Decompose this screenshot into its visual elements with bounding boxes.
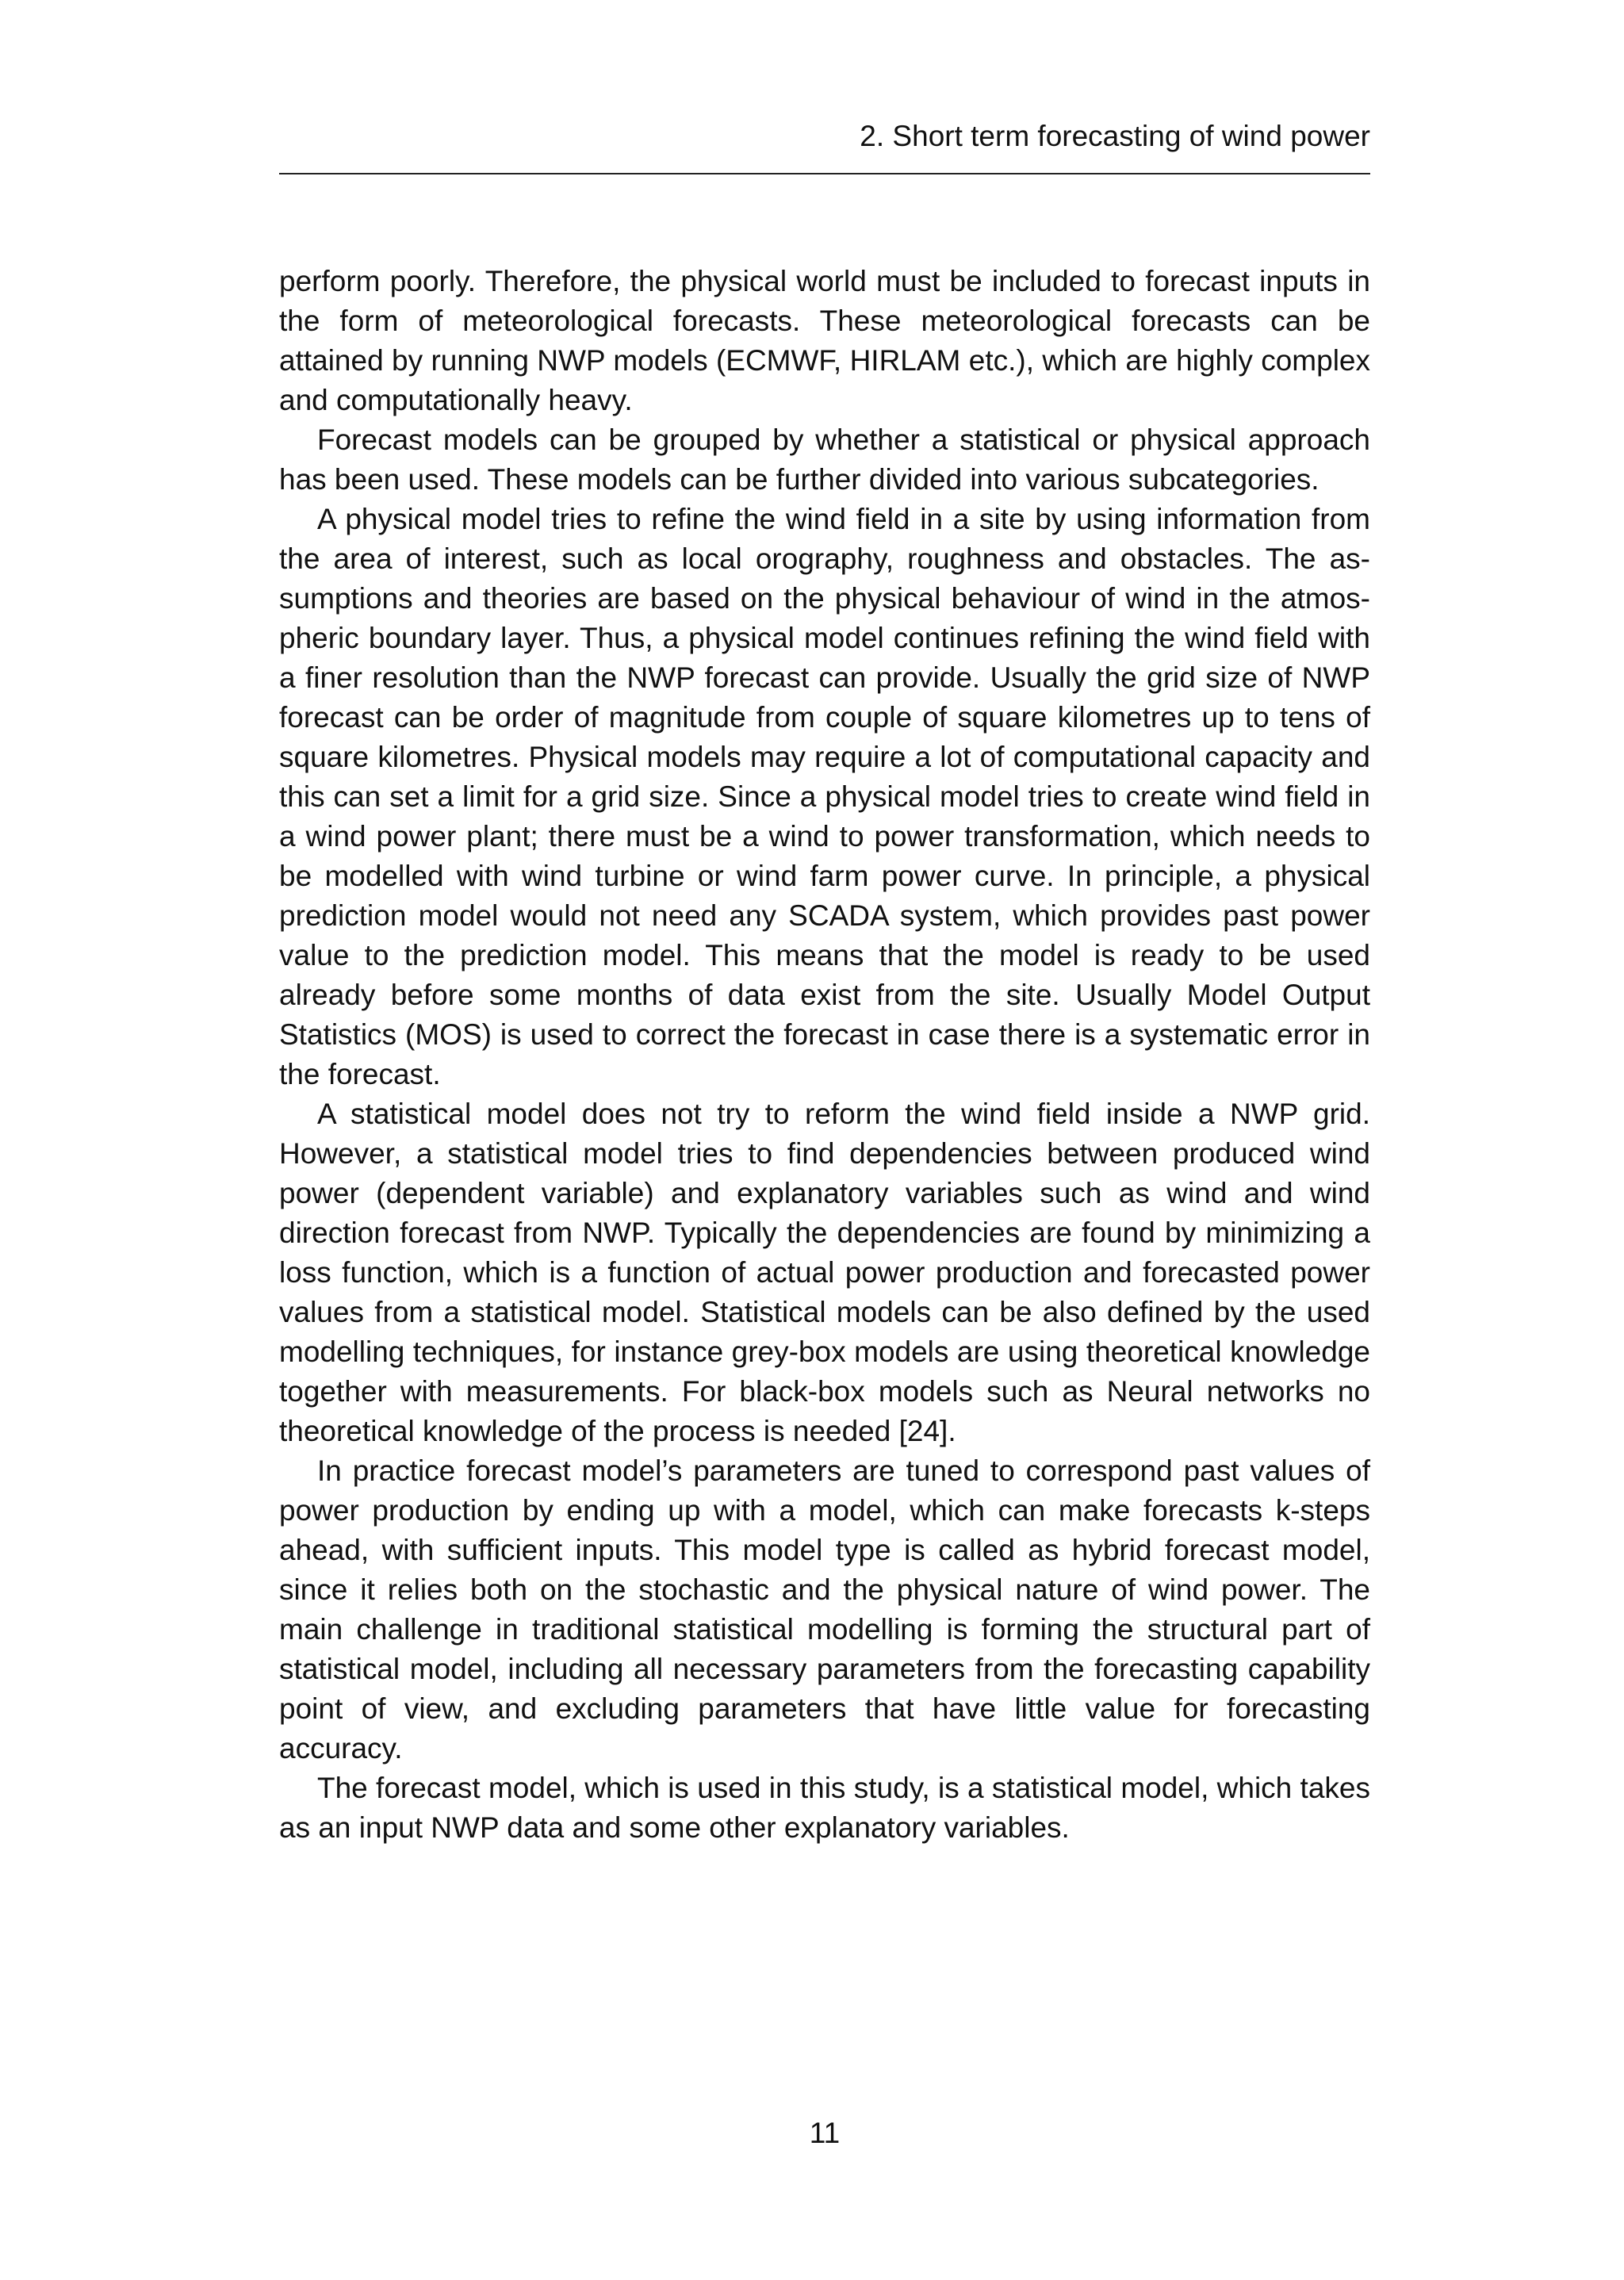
paragraph-physical-model: A physical model tries to refine the wind field in a site by using information from the area of interest, such as local orography, roughness and obstacles. The assumptions and theories are based on the physical behaviour of wind in the atmospheric boundary layer. Thus, a physical model continues refining the wind field with a finer resolution than the NWP forecast can provide. Usually the grid size of NWP forecast can be order of magnitude from couple of square kilometres up to tens of square kilometres. Physical models may require a lot of computational capacity and this can set a limit for a grid size. Since a physical model tries to create wind field in a wind power plant; there must be a wind to power transformation, which needs to be modelled with wind turbine or wind farm power curve. In principle, a physical prediction model would not need any SCADA system, which provides past power value to the prediction model. This means that the model is ready to be used already before some months of data exist from the site. Usually Model Output Statistics (MOS) is used to correct the forecast in case there is a systematic error in the forecast. <box>279 503 1370 1090</box>
paragraph-statistical-model: A statistical model does not try to reform the wind field inside a NWP grid. However, a statistical model tries to find dependencies between produced wind power (dependent variable) and explanatory variables such as wind and wind direction forecast from NWP. Typically the dependencies are found by minimizing a loss function, which is a function of actual power production and forecasted power values from a statistical model. Statistical models can be also defined by the used modelling techniques, for instance grey-box models are using theoretical knowledge together with measurements. For black-box models such as Neural networks no theoretical knowledge of the process is needed [24]. <box>279 1098 1370 1447</box>
paragraph-model-grouping: Forecast models can be grouped by whether a statistical or physical approach has been used. These models can be further divided into various subcategories. <box>279 423 1370 496</box>
paragraph-hybrid-model: In practice forecast model’s parameters are tuned to correspond past values of power production by ending up with a model, which can make forecasts k-steps ahead, with sufficient inputs. This model type is called as hybrid forecast model, since it relies both on the stochastic and the physical nature of wind power. The main challenge in traditional statistical modelling is forming the structural part of statistical model, including all necessary parameters from the forecasting capability point of view, and excluding parameters that have little value for forecasting accuracy. <box>279 1454 1370 1765</box>
paragraph-continuation: perform poorly. Therefore, the physical world must be included to forecast inputs in the form of meteorological forecasts. These meteorological forecasts can be attained by running NWP models (ECMWF, HIRLAM etc.), which are highly complex and computationally heavy. <box>279 265 1370 416</box>
body-text <box>279 262 1370 1848</box>
header-rule <box>279 173 1370 174</box>
page-number: 11 <box>809 2117 841 2149</box>
running-header: 2. Short term forecasting of wind power <box>860 120 1370 152</box>
paragraph-study-model: The forecast model, which is used in this study, is a statistical model, which takes as an input NWP data and some other explanatory variables. <box>279 1772 1370 1844</box>
